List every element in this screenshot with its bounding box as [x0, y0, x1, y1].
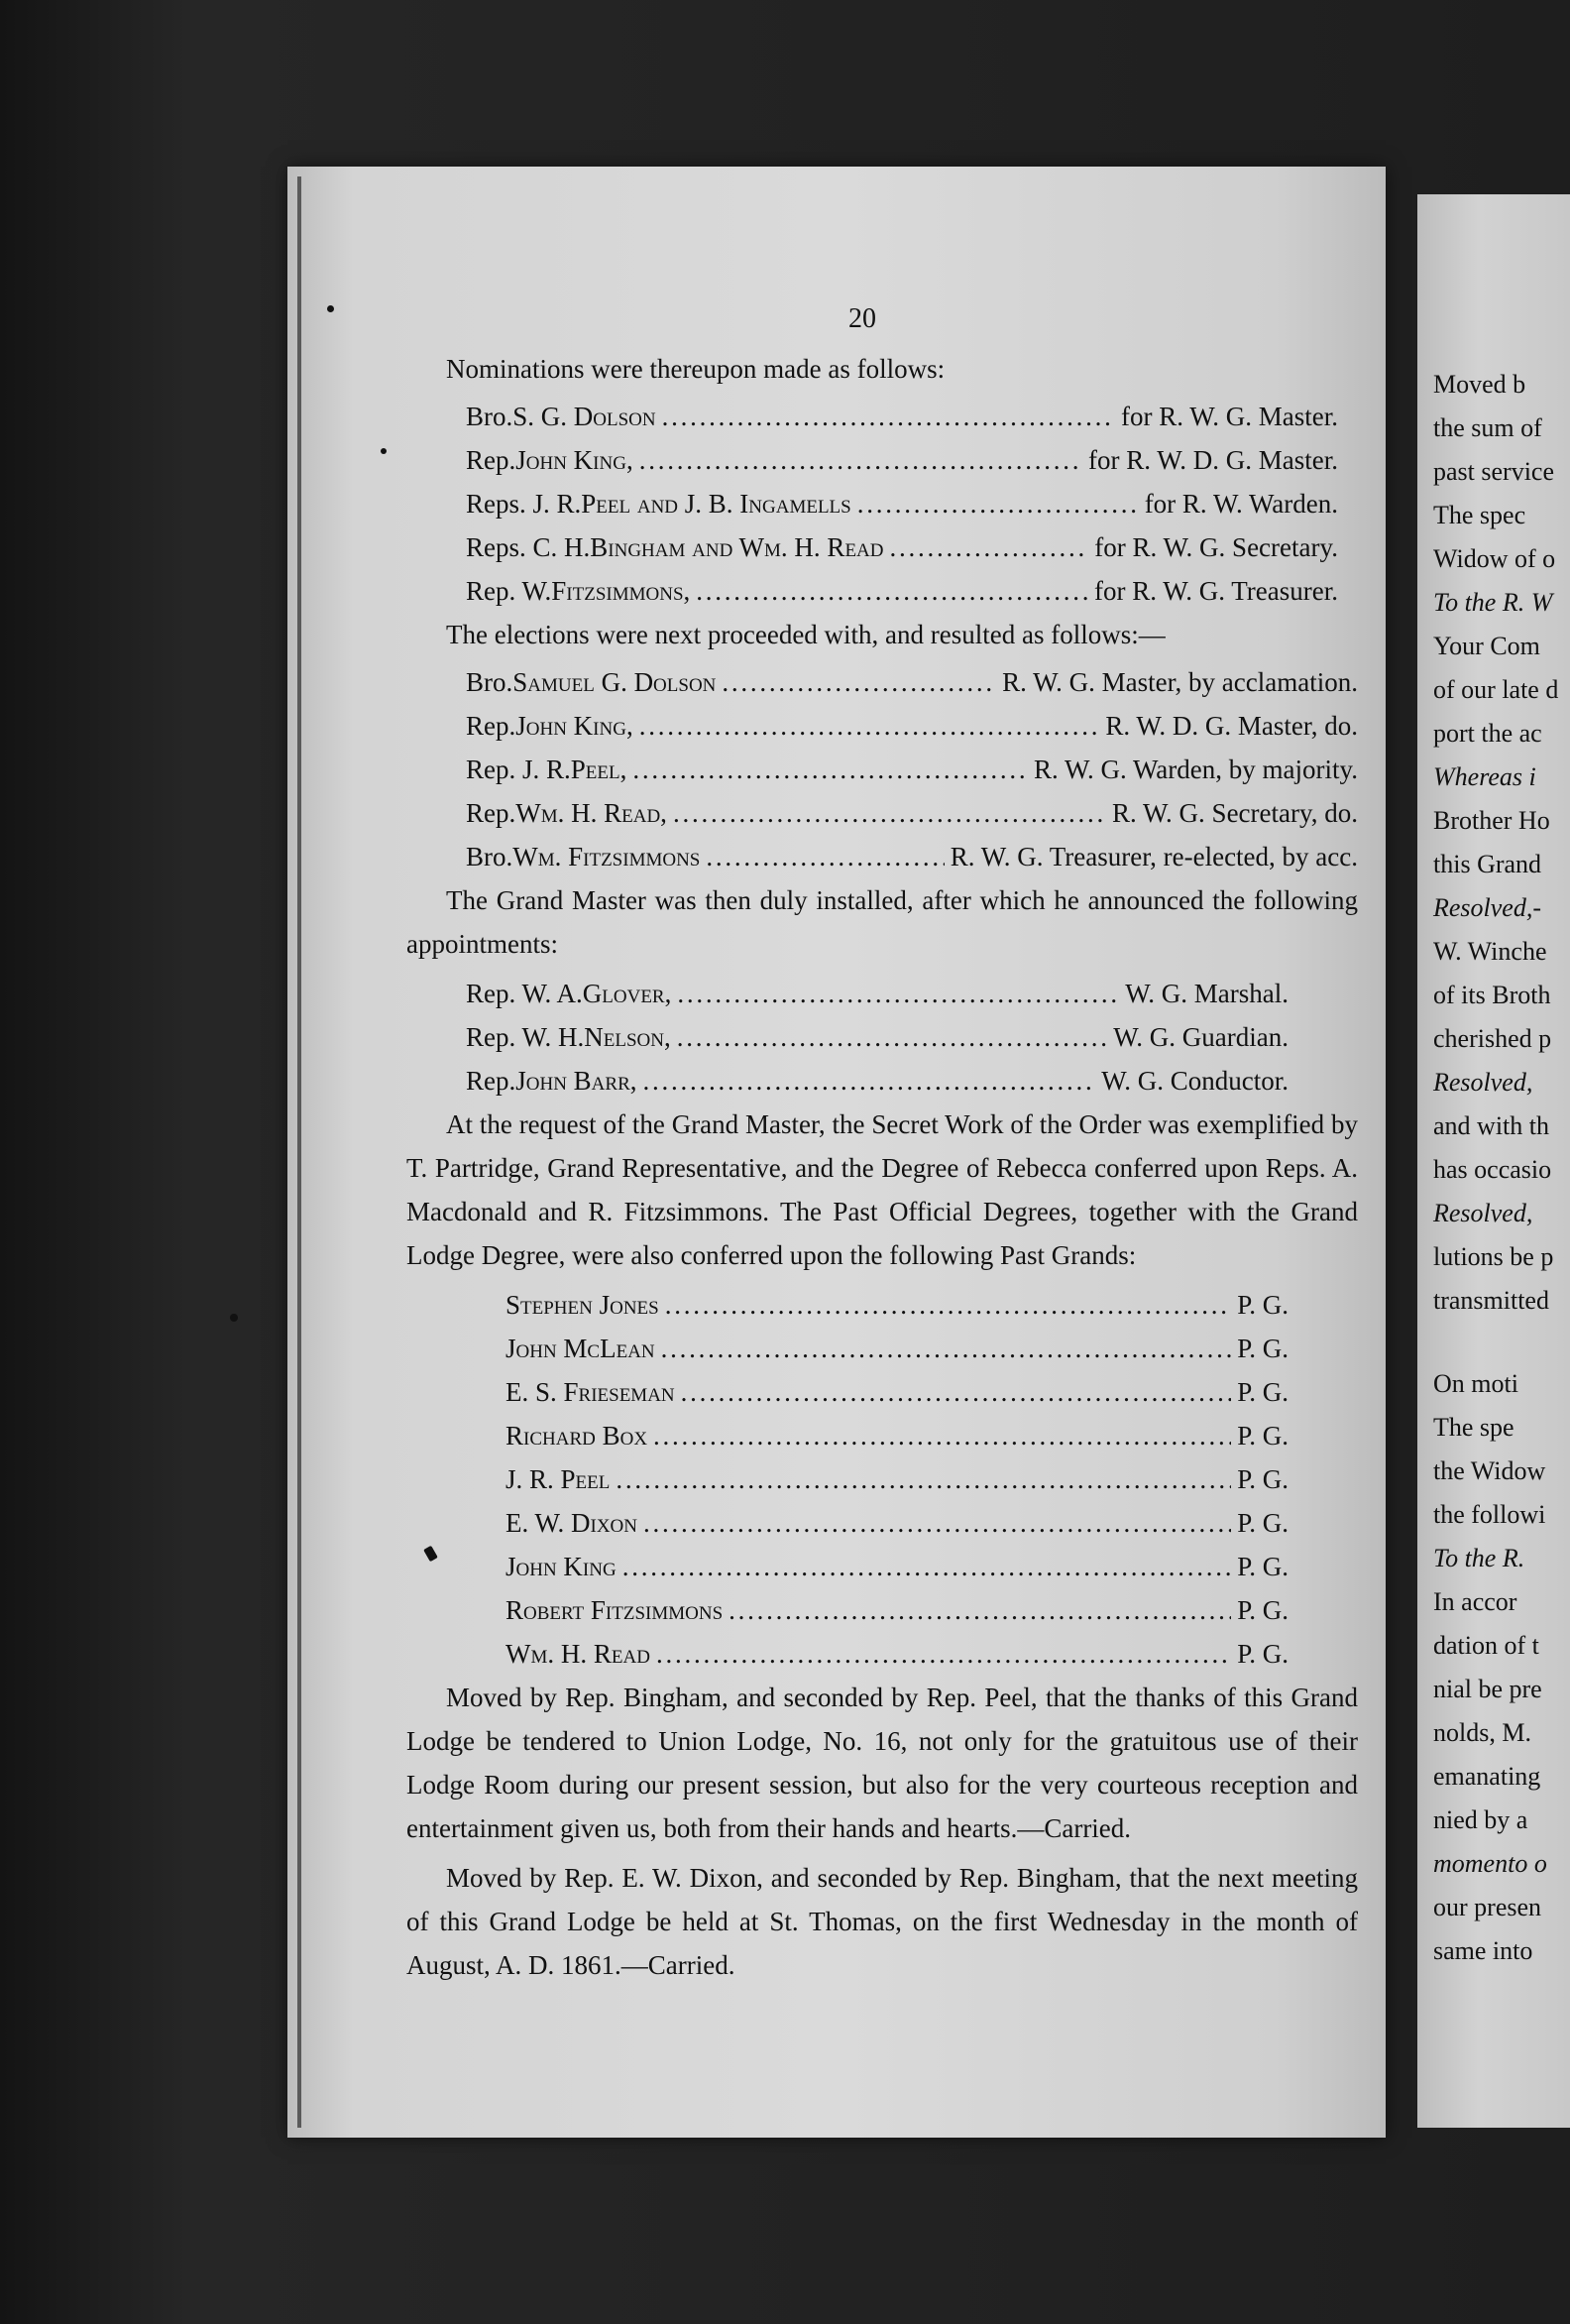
right-page-line: On moti: [1433, 1369, 1518, 1398]
dot-leader: [639, 704, 1100, 748]
right-page-line: the followi: [1433, 1500, 1546, 1529]
past-grand-name: Robert Fitzsimmons: [505, 1595, 724, 1625]
dot-leader: [857, 482, 1139, 525]
dot-leader: [729, 1588, 1231, 1632]
past-grand-name: Richard Box: [505, 1421, 648, 1451]
right-page-line: same into: [1433, 1936, 1533, 1965]
election-row: [466, 660, 1358, 704]
dot-leader: [622, 1545, 1232, 1588]
right-page-line: past service: [1433, 457, 1555, 486]
dot-leader: [665, 1283, 1232, 1327]
dot-leader: [662, 395, 1115, 438]
page-content: [406, 297, 1358, 1993]
page-gutter-line: [297, 176, 301, 2128]
speck-mark: [230, 1314, 238, 1322]
past-grand-degree: P. G.: [1237, 1595, 1289, 1625]
right-page-line: Resolved,: [1433, 1068, 1533, 1097]
election-title: Rep.: [466, 711, 516, 741]
dot-leader: [681, 1370, 1232, 1414]
appointments-intro: The Grand Master was then duly installed, after which he announced the following appointments:: [406, 885, 1358, 959]
election-title: Rep.: [466, 798, 516, 828]
election-row: [466, 704, 1358, 748]
nomination-title: Reps. C. H.: [466, 532, 591, 562]
right-page-line: cherished p: [1433, 1024, 1552, 1053]
right-page-line: The spec: [1433, 501, 1526, 529]
right-page-line: Widow of o: [1433, 544, 1556, 573]
past-grand-degree: P. G.: [1237, 1552, 1289, 1581]
dot-leader: [673, 791, 1106, 835]
appointee-name: Glover,: [582, 979, 672, 1008]
right-page-line: transmitted: [1433, 1286, 1549, 1315]
right-page-fragment: [1417, 194, 1570, 2128]
election-result: R. W. G. Master, by acclamation.: [1002, 667, 1358, 697]
secret-work-paragraph: At the request of the Grand Master, the Secret Work of the Order was exemplified by T. Partridge, Grand Representative, and the Degree of Rebecca conferred upon Reps. A. Macdonald and R. Fitzsimmons. The Past Official Degrees, together with the Grand Lodge Degree, were also conferred upon the following Past Grands:: [406, 1109, 1358, 1270]
nomination-row: [466, 482, 1338, 525]
nomination-title: Rep.: [466, 445, 516, 475]
elections-intro: The elections were next proceeded with, and resulted as follows:—: [446, 620, 1166, 649]
right-page-line: Moved b: [1433, 370, 1526, 399]
election-title: Bro.: [466, 842, 513, 872]
right-page-line: Resolved,: [1433, 1199, 1533, 1227]
right-page-line: of its Broth: [1433, 981, 1551, 1009]
nomination-row: [466, 395, 1338, 438]
election-result: R. W. G. Warden, by majority.: [1033, 755, 1358, 784]
right-page-line: nial be pre: [1433, 1675, 1542, 1703]
past-grand-row: [505, 1588, 1289, 1632]
right-page-line: Brother Ho: [1433, 806, 1550, 835]
election-title: Bro.: [466, 667, 513, 697]
speck-mark: [327, 305, 334, 312]
past-grand-degree: P. G.: [1237, 1639, 1289, 1669]
right-page-line: of our late d: [1433, 675, 1559, 704]
dot-leader: [661, 1327, 1232, 1370]
appointments-list: [466, 972, 1289, 1103]
nominations-intro: Nominations were thereupon made as follows:: [446, 354, 946, 384]
past-grand-row: [505, 1632, 1289, 1676]
right-page-line: To the R. W: [1433, 588, 1553, 617]
appointment-title: Rep. W. H.: [466, 1022, 585, 1052]
nominee-name: Fitzsimmons,: [551, 576, 691, 606]
appointment-office: W. G. Conductor.: [1101, 1066, 1289, 1096]
appointment-row: [466, 972, 1289, 1015]
appointment-title: Rep.: [466, 1066, 516, 1096]
elections-list: [466, 660, 1358, 878]
nomination-row: [466, 569, 1338, 613]
right-page-line: dation of t: [1433, 1631, 1539, 1660]
past-grand-row: [505, 1370, 1289, 1414]
thanks-paragraph: Moved by Rep. Bingham, and seconded by Rep. Peel, that the thanks of this Grand Lodge be tendered to Union Lodge, No. 16, not only for the gratuitous use of their Lodge Room during our present session, but also for the very courteous reception and entertainment given us, both from their hands and hearts.—Carried.: [406, 1683, 1358, 1843]
nominee-name: S. G. Dolson: [512, 402, 656, 431]
past-grand-row: [505, 1545, 1289, 1588]
right-page-line: our presen: [1433, 1893, 1542, 1921]
past-grand-degree: P. G.: [1237, 1334, 1289, 1363]
elected-name: Wm. Fitzsimmons: [512, 842, 701, 872]
right-page-gap: [1433, 1323, 1570, 1362]
right-page-line: lutions be p: [1433, 1242, 1554, 1271]
dot-leader: [643, 1059, 1096, 1103]
appointment-title: Rep. W. A.: [466, 979, 583, 1008]
past-grand-row: [505, 1501, 1289, 1545]
dot-leader: [722, 660, 996, 704]
elected-name: Wm. H. Read,: [515, 798, 667, 828]
past-grand-row: [505, 1283, 1289, 1327]
right-page-line: has occasio: [1433, 1155, 1552, 1184]
nomination-row: [466, 525, 1338, 569]
nomination-office: for R. W. G. Treasurer.: [1093, 576, 1338, 606]
past-grands-list: [505, 1283, 1289, 1676]
page-number: 20: [848, 303, 876, 334]
right-page-line: The spe: [1433, 1413, 1514, 1442]
speck-mark: [381, 448, 387, 454]
appointee-name: John Barr,: [515, 1066, 637, 1096]
elected-name: Samuel G. Dolson: [512, 667, 717, 697]
right-page-line: Resolved,-: [1433, 893, 1542, 922]
right-page-line: To the R.: [1433, 1544, 1525, 1572]
right-page-line: momento o: [1433, 1849, 1547, 1878]
past-grand-degree: P. G.: [1237, 1377, 1289, 1407]
past-grand-name: John McLean: [505, 1334, 655, 1363]
right-page-line: nolds, M.: [1433, 1718, 1531, 1747]
nomination-office: for R. W. G. Secretary.: [1094, 532, 1338, 562]
nomination-title: Bro.: [466, 402, 513, 431]
election-result: R. W. G. Secretary, do.: [1112, 798, 1358, 828]
nomination-title: Reps. J. R.: [466, 489, 582, 519]
past-grand-name: E. S. Frieseman: [505, 1377, 675, 1407]
dot-leader: [653, 1414, 1231, 1457]
past-grand-name: J. R. Peel: [505, 1464, 611, 1494]
right-page-line: Your Com: [1433, 632, 1540, 660]
nomination-office: for R. W. G. Master.: [1121, 402, 1338, 431]
past-grand-degree: P. G.: [1237, 1464, 1289, 1494]
past-grand-name: Stephen Jones: [505, 1290, 659, 1320]
dot-leader: [696, 569, 1088, 613]
right-page-line: the Widow: [1433, 1456, 1546, 1485]
elected-name: Peel,: [570, 755, 627, 784]
nomination-office: for R. W. D. G. Master.: [1088, 445, 1338, 475]
right-page-line: nied by a: [1433, 1805, 1528, 1834]
past-grand-row: [505, 1457, 1289, 1501]
past-grand-row: [505, 1414, 1289, 1457]
dot-leader: [706, 835, 944, 878]
election-row: [466, 791, 1358, 835]
election-result: R. W. D. G. Master, do.: [1105, 711, 1358, 741]
past-grand-degree: P. G.: [1237, 1290, 1289, 1320]
right-page-text: [1433, 363, 1570, 1973]
dot-leader: [616, 1457, 1231, 1501]
past-grand-row: [505, 1327, 1289, 1370]
dot-leader: [639, 438, 1082, 482]
nominee-name: Bingham and Wm. H. Read: [590, 532, 884, 562]
past-grand-degree: P. G.: [1237, 1508, 1289, 1538]
right-page-line: Whereas i: [1433, 762, 1536, 791]
nomination-office: for R. W. Warden.: [1144, 489, 1338, 519]
dot-leader: [656, 1632, 1231, 1676]
nomination-row: [466, 438, 1338, 482]
appointment-office: W. G. Marshal.: [1125, 979, 1289, 1008]
nominee-name: John King,: [515, 445, 633, 475]
right-page-line: W. Winche: [1433, 937, 1547, 966]
next-meeting-paragraph: Moved by Rep. E. W. Dixon, and seconded by Rep. Bingham, that the next meeting of this Grand Lodge be held at St. Thomas, on the first Wednesday in the month of August, A. D. 1861.—Carried.: [406, 1863, 1358, 1980]
nominee-name: Peel and J. B. Ingamells: [581, 489, 851, 519]
dot-leader: [677, 972, 1119, 1015]
nomination-title: Rep. W.: [466, 576, 552, 606]
elected-name: John King,: [515, 711, 633, 741]
right-page-line: this Grand: [1433, 850, 1542, 878]
dot-leader: [677, 1015, 1108, 1059]
past-grand-degree: P. G.: [1237, 1421, 1289, 1451]
past-grand-name: E. W. Dixon: [505, 1508, 637, 1538]
election-title: Rep. J. R.: [466, 755, 571, 784]
nominations-list: [466, 395, 1338, 613]
right-page-line: port the ac: [1433, 719, 1542, 748]
dot-leader: [643, 1501, 1231, 1545]
appointment-row: [466, 1015, 1289, 1059]
right-page-line: and with th: [1433, 1111, 1549, 1140]
appointee-name: Nelson,: [584, 1022, 671, 1052]
election-row: [466, 748, 1358, 791]
dot-leader: [632, 748, 1028, 791]
election-result: R. W. G. Treasurer, re-elected, by acc.: [950, 842, 1358, 872]
right-page-line: In accor: [1433, 1587, 1517, 1616]
appointment-row: [466, 1059, 1289, 1103]
right-page-line: emanating: [1433, 1762, 1541, 1791]
past-grand-name: John King: [505, 1552, 617, 1581]
right-page-line: the sum of: [1433, 413, 1542, 442]
past-grand-name: Wm. H. Read: [505, 1639, 650, 1669]
dot-leader: [890, 525, 1089, 569]
election-row: [466, 835, 1358, 878]
appointment-office: W. G. Guardian.: [1113, 1022, 1289, 1052]
